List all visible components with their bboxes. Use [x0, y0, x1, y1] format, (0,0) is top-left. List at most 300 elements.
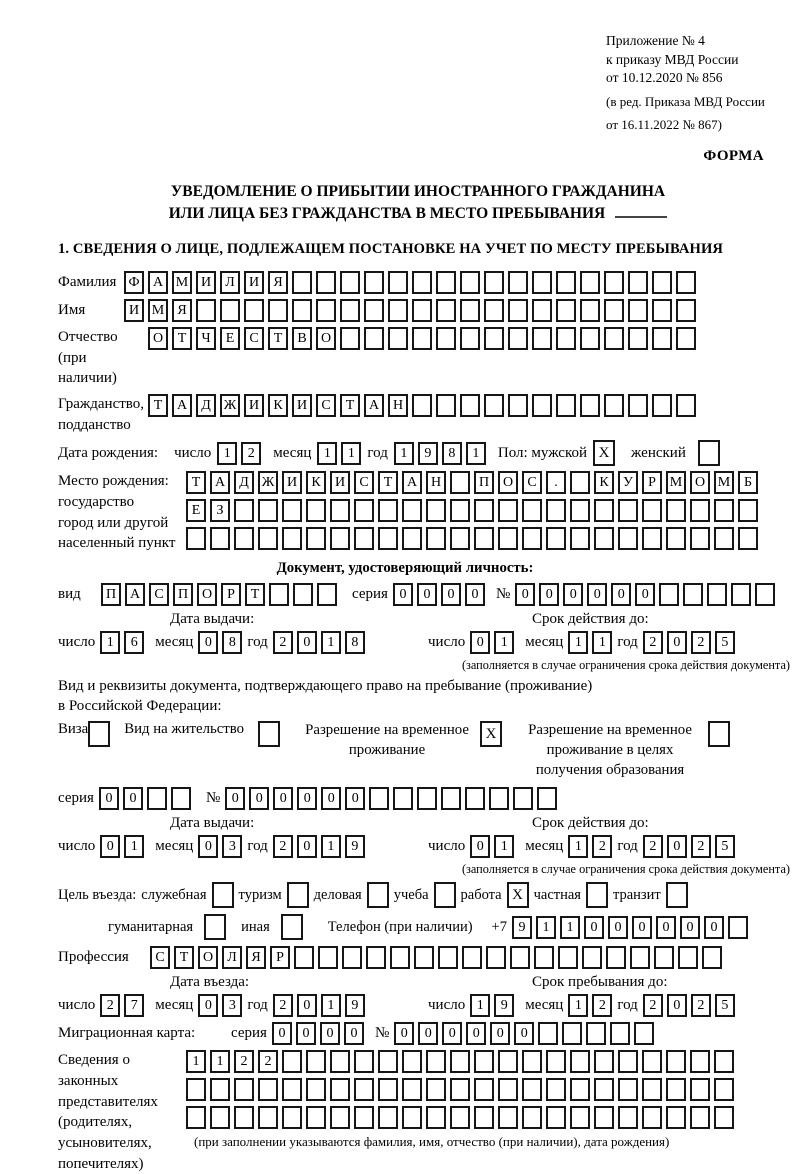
- char-box[interactable]: Н: [388, 394, 408, 417]
- char-box[interactable]: 5: [715, 994, 735, 1017]
- char-box[interactable]: [210, 527, 230, 550]
- char-box[interactable]: [666, 499, 686, 522]
- char-box[interactable]: [618, 1106, 638, 1129]
- char-box[interactable]: 2: [273, 835, 293, 858]
- char-box[interactable]: 2: [691, 835, 711, 858]
- char-box[interactable]: [402, 1078, 422, 1101]
- char-box[interactable]: [269, 583, 289, 606]
- char-box[interactable]: [330, 1050, 350, 1073]
- char-box[interactable]: [340, 327, 360, 350]
- char-box[interactable]: [498, 1106, 518, 1129]
- purpose-tourism-checkbox[interactable]: [287, 882, 309, 908]
- char-box[interactable]: [474, 1050, 494, 1073]
- char-box[interactable]: [306, 527, 326, 550]
- doc-issue-year-boxes[interactable]: [273, 631, 365, 654]
- char-box[interactable]: [683, 583, 703, 606]
- char-box[interactable]: [234, 1078, 254, 1101]
- char-box[interactable]: [702, 946, 722, 969]
- char-box[interactable]: [690, 527, 710, 550]
- char-box[interactable]: [460, 271, 480, 294]
- char-box[interactable]: [594, 527, 614, 550]
- char-box[interactable]: 0: [632, 916, 652, 939]
- purpose-study-checkbox[interactable]: [434, 882, 456, 908]
- char-box[interactable]: 1: [494, 631, 514, 654]
- char-box[interactable]: М: [714, 471, 734, 494]
- char-box[interactable]: 1: [592, 631, 612, 654]
- char-box[interactable]: [580, 271, 600, 294]
- char-box[interactable]: [292, 271, 312, 294]
- char-box[interactable]: 2: [592, 994, 612, 1017]
- purpose-business-checkbox[interactable]: [367, 882, 389, 908]
- char-box[interactable]: Р: [270, 946, 290, 969]
- char-box[interactable]: Р: [642, 471, 662, 494]
- char-box[interactable]: [378, 1078, 398, 1101]
- char-box[interactable]: [212, 882, 234, 908]
- char-box[interactable]: 0: [490, 1022, 510, 1045]
- char-box[interactable]: [354, 1078, 374, 1101]
- char-box[interactable]: 0: [608, 916, 628, 939]
- char-box[interactable]: 0: [539, 583, 559, 606]
- char-box[interactable]: [330, 527, 350, 550]
- char-box[interactable]: [546, 527, 566, 550]
- char-box[interactable]: О: [316, 327, 336, 350]
- purpose-private-checkbox[interactable]: [586, 882, 608, 908]
- char-box[interactable]: [268, 299, 288, 322]
- char-box[interactable]: [412, 299, 432, 322]
- char-box[interactable]: А: [172, 394, 192, 417]
- char-box[interactable]: Ч: [196, 327, 216, 350]
- char-box[interactable]: [707, 583, 727, 606]
- char-box[interactable]: 5: [715, 631, 735, 654]
- char-box[interactable]: П: [101, 583, 121, 606]
- doc-valid-day-boxes[interactable]: [470, 631, 514, 654]
- char-box[interactable]: И: [124, 299, 144, 322]
- char-box[interactable]: Ж: [258, 471, 278, 494]
- char-box[interactable]: 0: [680, 916, 700, 939]
- char-box[interactable]: [306, 1050, 326, 1073]
- char-box[interactable]: [690, 1078, 710, 1101]
- char-box[interactable]: [570, 527, 590, 550]
- char-box[interactable]: 0: [704, 916, 724, 939]
- char-box[interactable]: 0: [418, 1022, 438, 1045]
- char-box[interactable]: 1: [568, 994, 588, 1017]
- char-box[interactable]: 2: [258, 1050, 278, 1073]
- char-box[interactable]: 0: [297, 787, 317, 810]
- temp-residence-edu-checkbox[interactable]: [708, 721, 730, 747]
- char-box[interactable]: 0: [635, 583, 655, 606]
- char-box[interactable]: [714, 1078, 734, 1101]
- char-box[interactable]: [306, 1078, 326, 1101]
- char-box[interactable]: [354, 499, 374, 522]
- char-box[interactable]: 0: [123, 787, 143, 810]
- char-box[interactable]: 0: [470, 631, 490, 654]
- residence-number-boxes[interactable]: [225, 787, 557, 810]
- char-box[interactable]: [558, 946, 578, 969]
- char-box[interactable]: [426, 499, 446, 522]
- char-box[interactable]: 0: [667, 631, 687, 654]
- char-box[interactable]: [546, 1050, 566, 1073]
- char-box[interactable]: [594, 1050, 614, 1073]
- char-box[interactable]: 0: [417, 583, 437, 606]
- char-box[interactable]: 1: [560, 916, 580, 939]
- birth-month-boxes[interactable]: [317, 442, 361, 465]
- char-box[interactable]: [450, 1050, 470, 1073]
- char-box[interactable]: Р: [221, 583, 241, 606]
- char-box[interactable]: [460, 394, 480, 417]
- char-box[interactable]: [534, 946, 554, 969]
- char-box[interactable]: [570, 471, 590, 494]
- char-box[interactable]: [402, 499, 422, 522]
- char-box[interactable]: [652, 271, 672, 294]
- char-box[interactable]: [460, 327, 480, 350]
- char-box[interactable]: [652, 394, 672, 417]
- char-box[interactable]: Ж: [220, 394, 240, 417]
- char-box[interactable]: [522, 1078, 542, 1101]
- char-box[interactable]: [580, 327, 600, 350]
- char-box[interactable]: [484, 327, 504, 350]
- char-box[interactable]: [282, 499, 302, 522]
- char-box[interactable]: Е: [220, 327, 240, 350]
- char-box[interactable]: 5: [715, 835, 735, 858]
- char-box[interactable]: [538, 1022, 558, 1045]
- char-box[interactable]: 0: [100, 835, 120, 858]
- char-box[interactable]: 1: [394, 442, 414, 465]
- char-box[interactable]: С: [244, 327, 264, 350]
- char-box[interactable]: [426, 1050, 446, 1073]
- char-box[interactable]: [678, 946, 698, 969]
- char-box[interactable]: О: [498, 471, 518, 494]
- char-box[interactable]: 1: [100, 631, 120, 654]
- char-box[interactable]: [436, 394, 456, 417]
- char-box[interactable]: [546, 1106, 566, 1129]
- residence-valid-day-boxes[interactable]: [470, 835, 514, 858]
- char-box[interactable]: .: [546, 471, 566, 494]
- char-box[interactable]: X: [507, 882, 529, 908]
- char-box[interactable]: [366, 946, 386, 969]
- char-box[interactable]: [652, 299, 672, 322]
- char-box[interactable]: [604, 299, 624, 322]
- char-box[interactable]: Т: [378, 471, 398, 494]
- char-box[interactable]: [714, 527, 734, 550]
- purpose-humanitarian-checkbox[interactable]: [204, 914, 226, 940]
- char-box[interactable]: [306, 499, 326, 522]
- char-box[interactable]: 0: [441, 583, 461, 606]
- char-box[interactable]: [628, 327, 648, 350]
- char-box[interactable]: 1: [536, 916, 556, 939]
- char-box[interactable]: [508, 299, 528, 322]
- char-box[interactable]: С: [149, 583, 169, 606]
- char-box[interactable]: [436, 327, 456, 350]
- entry-month-boxes[interactable]: [198, 994, 242, 1017]
- char-box[interactable]: Б: [738, 471, 758, 494]
- char-box[interactable]: [340, 271, 360, 294]
- char-box[interactable]: [642, 1106, 662, 1129]
- visa-checkbox[interactable]: [88, 721, 110, 747]
- char-box[interactable]: З: [210, 499, 230, 522]
- char-box[interactable]: [282, 527, 302, 550]
- char-box[interactable]: [498, 527, 518, 550]
- char-box[interactable]: М: [148, 299, 168, 322]
- char-box[interactable]: [342, 946, 362, 969]
- char-box[interactable]: [340, 299, 360, 322]
- char-box[interactable]: [287, 882, 309, 908]
- char-box[interactable]: Д: [234, 471, 254, 494]
- char-box[interactable]: 0: [587, 583, 607, 606]
- char-box[interactable]: [642, 527, 662, 550]
- char-box[interactable]: [618, 1050, 638, 1073]
- residence-issue-month-boxes[interactable]: [198, 835, 242, 858]
- temp-residence-checkbox[interactable]: [480, 721, 502, 747]
- char-box[interactable]: [292, 299, 312, 322]
- char-box[interactable]: 0: [611, 583, 631, 606]
- char-box[interactable]: К: [594, 471, 614, 494]
- char-box[interactable]: [676, 327, 696, 350]
- char-box[interactable]: [364, 327, 384, 350]
- char-box[interactable]: 2: [643, 835, 663, 858]
- char-box[interactable]: [570, 499, 590, 522]
- char-box[interactable]: [293, 583, 313, 606]
- profession-boxes[interactable]: [150, 946, 722, 969]
- representatives-row1-boxes[interactable]: [186, 1050, 734, 1073]
- char-box[interactable]: 0: [442, 1022, 462, 1045]
- char-box[interactable]: [532, 299, 552, 322]
- char-box[interactable]: [484, 394, 504, 417]
- doc-issue-day-boxes[interactable]: [100, 631, 144, 654]
- char-box[interactable]: С: [150, 946, 170, 969]
- residence-valid-month-boxes[interactable]: [568, 835, 612, 858]
- char-box[interactable]: [582, 946, 602, 969]
- char-box[interactable]: 0: [667, 835, 687, 858]
- char-box[interactable]: [354, 527, 374, 550]
- char-box[interactable]: 0: [393, 583, 413, 606]
- char-box[interactable]: [604, 271, 624, 294]
- char-box[interactable]: [364, 299, 384, 322]
- patronymic-boxes[interactable]: [148, 327, 696, 350]
- char-box[interactable]: 0: [225, 787, 245, 810]
- char-box[interactable]: [562, 1022, 582, 1045]
- char-box[interactable]: 1: [321, 835, 341, 858]
- char-box[interactable]: [731, 583, 751, 606]
- char-box[interactable]: [510, 946, 530, 969]
- char-box[interactable]: 2: [273, 994, 293, 1017]
- char-box[interactable]: [610, 1022, 630, 1045]
- char-box[interactable]: [618, 527, 638, 550]
- char-box[interactable]: [234, 1106, 254, 1129]
- char-box[interactable]: [282, 1050, 302, 1073]
- char-box[interactable]: [414, 946, 434, 969]
- char-box[interactable]: [390, 946, 410, 969]
- char-box[interactable]: И: [244, 271, 264, 294]
- char-box[interactable]: 1: [317, 442, 337, 465]
- char-box[interactable]: 0: [667, 994, 687, 1017]
- char-box[interactable]: 8: [222, 631, 242, 654]
- char-box[interactable]: 0: [465, 583, 485, 606]
- char-box[interactable]: 1: [341, 442, 361, 465]
- char-box[interactable]: 1: [210, 1050, 230, 1073]
- char-box[interactable]: [654, 946, 674, 969]
- char-box[interactable]: [316, 299, 336, 322]
- char-box[interactable]: Т: [186, 471, 206, 494]
- char-box[interactable]: [210, 1078, 230, 1101]
- char-box[interactable]: О: [690, 471, 710, 494]
- char-box[interactable]: 8: [442, 442, 462, 465]
- char-box[interactable]: [317, 583, 337, 606]
- char-box[interactable]: [628, 299, 648, 322]
- char-box[interactable]: [522, 527, 542, 550]
- char-box[interactable]: [714, 1106, 734, 1129]
- char-box[interactable]: [354, 1106, 374, 1129]
- char-box[interactable]: И: [282, 471, 302, 494]
- char-box[interactable]: [88, 721, 110, 747]
- char-box[interactable]: 0: [515, 583, 535, 606]
- char-box[interactable]: Т: [340, 394, 360, 417]
- char-box[interactable]: [426, 1078, 446, 1101]
- char-box[interactable]: [508, 271, 528, 294]
- representatives-row3-boxes[interactable]: [186, 1106, 734, 1129]
- char-box[interactable]: Ф: [124, 271, 144, 294]
- purpose-other-checkbox[interactable]: [281, 914, 303, 940]
- char-box[interactable]: [666, 527, 686, 550]
- entry-day-boxes[interactable]: [100, 994, 144, 1017]
- char-box[interactable]: [522, 499, 542, 522]
- char-box[interactable]: [738, 499, 758, 522]
- doc-valid-year-boxes[interactable]: [643, 631, 735, 654]
- char-box[interactable]: [378, 499, 398, 522]
- stay-day-boxes[interactable]: [470, 994, 514, 1017]
- char-box[interactable]: X: [593, 440, 615, 466]
- char-box[interactable]: [498, 1050, 518, 1073]
- char-box[interactable]: 0: [198, 631, 218, 654]
- char-box[interactable]: [282, 1106, 302, 1129]
- char-box[interactable]: 0: [656, 916, 676, 939]
- char-box[interactable]: 2: [100, 994, 120, 1017]
- char-box[interactable]: [426, 1106, 446, 1129]
- char-box[interactable]: 3: [222, 835, 242, 858]
- char-box[interactable]: [690, 1106, 710, 1129]
- purpose-official-checkbox[interactable]: [212, 882, 234, 908]
- char-box[interactable]: [281, 914, 303, 940]
- char-box[interactable]: [546, 499, 566, 522]
- char-box[interactable]: [441, 787, 461, 810]
- char-box[interactable]: [147, 787, 167, 810]
- char-box[interactable]: Т: [245, 583, 265, 606]
- char-box[interactable]: 2: [691, 631, 711, 654]
- char-box[interactable]: 1: [568, 835, 588, 858]
- char-box[interactable]: [628, 271, 648, 294]
- char-box[interactable]: [618, 1078, 638, 1101]
- char-box[interactable]: [436, 271, 456, 294]
- char-box[interactable]: [450, 1078, 470, 1101]
- char-box[interactable]: [244, 299, 264, 322]
- char-box[interactable]: [330, 1078, 350, 1101]
- char-box[interactable]: Д: [196, 394, 216, 417]
- char-box[interactable]: 3: [222, 994, 242, 1017]
- char-box[interactable]: [728, 916, 748, 939]
- char-box[interactable]: 0: [297, 631, 317, 654]
- char-box[interactable]: [714, 499, 734, 522]
- char-box[interactable]: [364, 271, 384, 294]
- residence-series-boxes[interactable]: [99, 787, 191, 810]
- char-box[interactable]: [484, 299, 504, 322]
- char-box[interactable]: 0: [249, 787, 269, 810]
- citizenship-boxes[interactable]: [148, 394, 696, 417]
- representatives-row2-boxes[interactable]: [186, 1078, 734, 1101]
- char-box[interactable]: 1: [466, 442, 486, 465]
- char-box[interactable]: [714, 1050, 734, 1073]
- char-box[interactable]: 0: [345, 787, 365, 810]
- char-box[interactable]: [570, 1050, 590, 1073]
- char-box[interactable]: [258, 1106, 278, 1129]
- sex-female-checkbox[interactable]: [698, 440, 720, 466]
- char-box[interactable]: [580, 299, 600, 322]
- char-box[interactable]: [628, 394, 648, 417]
- char-box[interactable]: [378, 1050, 398, 1073]
- char-box[interactable]: [484, 271, 504, 294]
- char-box[interactable]: [580, 394, 600, 417]
- char-box[interactable]: [666, 1106, 686, 1129]
- char-box[interactable]: [642, 1050, 662, 1073]
- doc-series-boxes[interactable]: [393, 583, 485, 606]
- char-box[interactable]: [594, 499, 614, 522]
- char-box[interactable]: [436, 299, 456, 322]
- entry-year-boxes[interactable]: [273, 994, 365, 1017]
- char-box[interactable]: [402, 1050, 422, 1073]
- char-box[interactable]: [388, 299, 408, 322]
- char-box[interactable]: 1: [321, 994, 341, 1017]
- char-box[interactable]: 9: [494, 994, 514, 1017]
- char-box[interactable]: [498, 1078, 518, 1101]
- char-box[interactable]: 0: [470, 835, 490, 858]
- char-box[interactable]: П: [474, 471, 494, 494]
- char-box[interactable]: [474, 1106, 494, 1129]
- char-box[interactable]: [354, 1050, 374, 1073]
- char-box[interactable]: И: [244, 394, 264, 417]
- char-box[interactable]: 7: [124, 994, 144, 1017]
- char-box[interactable]: 2: [273, 631, 293, 654]
- stay-year-boxes[interactable]: [643, 994, 735, 1017]
- char-box[interactable]: [532, 394, 552, 417]
- char-box[interactable]: 1: [470, 994, 490, 1017]
- char-box[interactable]: [412, 327, 432, 350]
- char-box[interactable]: [570, 1078, 590, 1101]
- char-box[interactable]: [556, 327, 576, 350]
- char-box[interactable]: [570, 1106, 590, 1129]
- char-box[interactable]: [508, 394, 528, 417]
- char-box[interactable]: М: [666, 471, 686, 494]
- char-box[interactable]: [604, 394, 624, 417]
- char-box[interactable]: [450, 499, 470, 522]
- char-box[interactable]: [378, 1106, 398, 1129]
- char-box[interactable]: [434, 882, 456, 908]
- char-box[interactable]: К: [306, 471, 326, 494]
- char-box[interactable]: [258, 1078, 278, 1101]
- char-box[interactable]: [556, 394, 576, 417]
- purpose-work-checkbox[interactable]: [507, 882, 529, 908]
- char-box[interactable]: [634, 1022, 654, 1045]
- char-box[interactable]: [666, 882, 688, 908]
- char-box[interactable]: 2: [234, 1050, 254, 1073]
- char-box[interactable]: У: [618, 471, 638, 494]
- char-box[interactable]: 0: [466, 1022, 486, 1045]
- char-box[interactable]: 9: [345, 835, 365, 858]
- char-box[interactable]: Я: [172, 299, 192, 322]
- char-box[interactable]: 0: [514, 1022, 534, 1045]
- doc-issue-month-boxes[interactable]: [198, 631, 242, 654]
- char-box[interactable]: 1: [217, 442, 237, 465]
- char-box[interactable]: [402, 1106, 422, 1129]
- char-box[interactable]: 0: [297, 994, 317, 1017]
- char-box[interactable]: [330, 499, 350, 522]
